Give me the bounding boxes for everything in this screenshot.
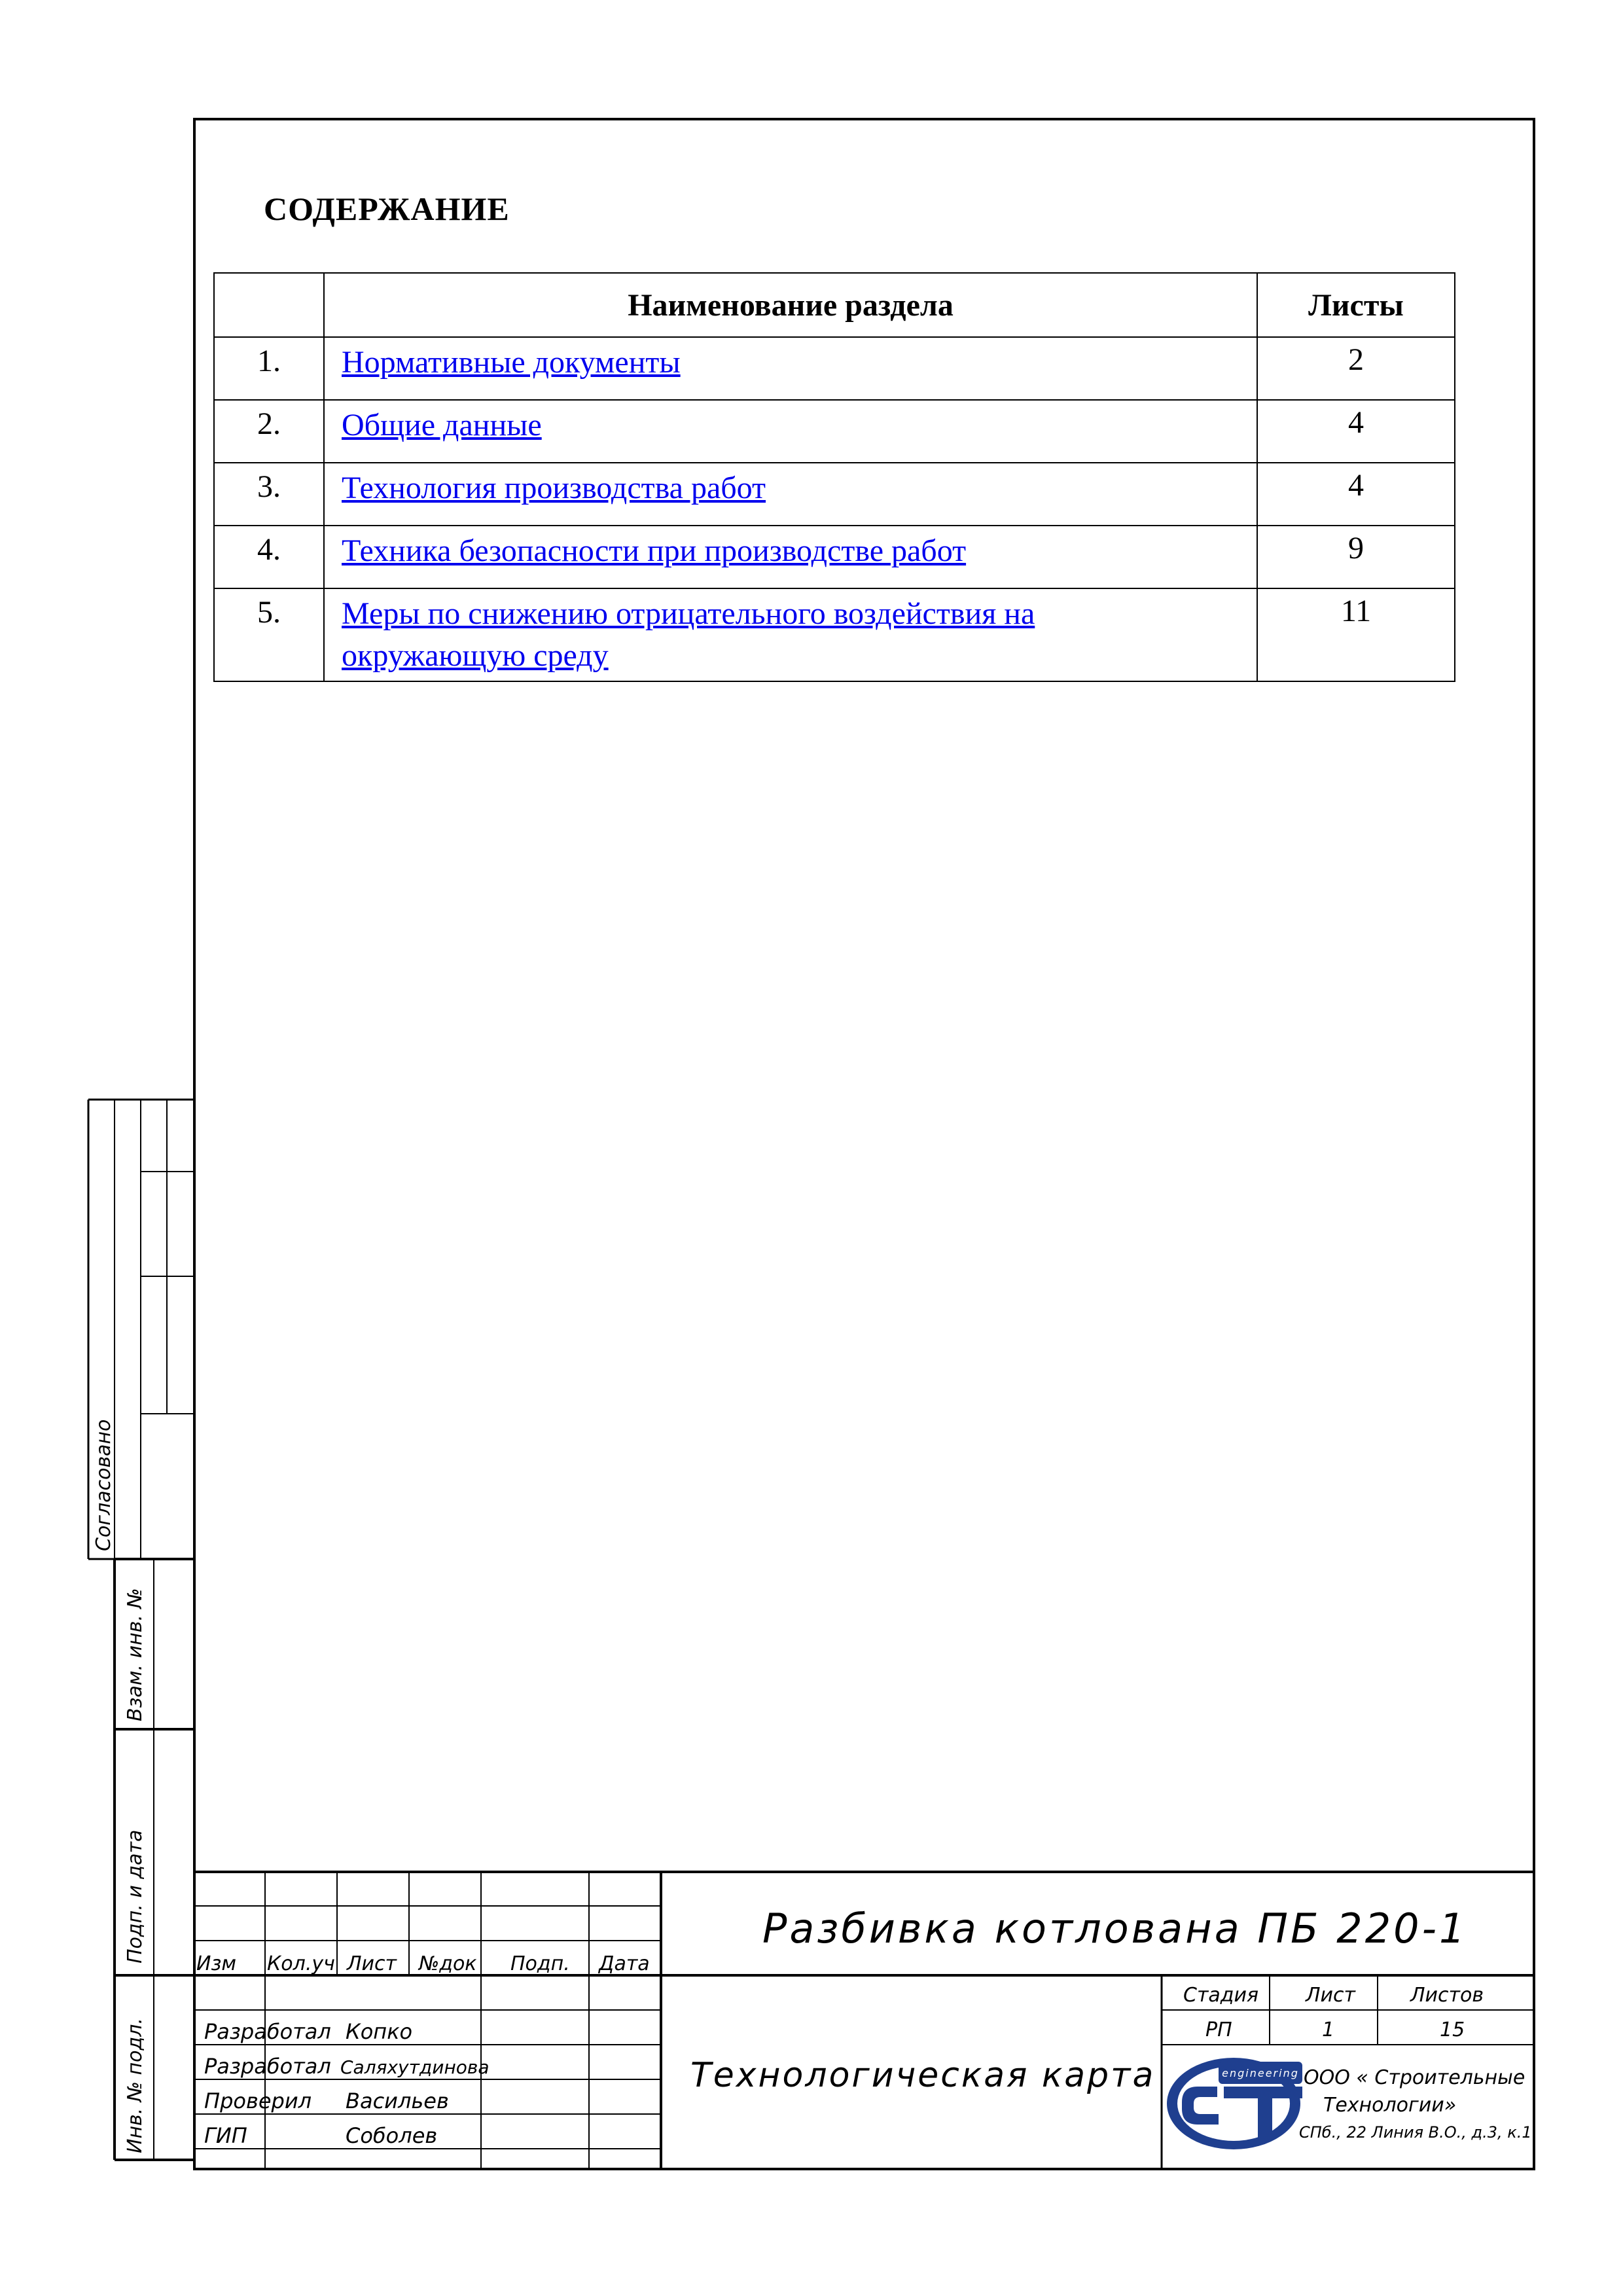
row-sheets: 2: [1257, 337, 1455, 400]
role-chief-engineer: ГИП: [204, 2123, 247, 2148]
company-line-1: ООО « Строительные: [1304, 2066, 1525, 2089]
toc-header-name: Наименование раздела: [324, 273, 1257, 337]
row-number: 1.: [214, 337, 324, 400]
toc-link-safety[interactable]: Техника безопасности при производстве работ: [342, 533, 967, 568]
name-developer-1: Копко: [346, 2019, 413, 2044]
logo-text: engineering: [1222, 2067, 1299, 2079]
role-developer-1: Разработал: [204, 2019, 331, 2044]
inv-orig-label: Инв. № подл.: [124, 2018, 147, 2153]
hdr-list: Лист: [347, 1952, 397, 1975]
stage-value: РП: [1205, 2018, 1232, 2041]
sign-date-label: Подп. и дата: [124, 1829, 147, 1964]
hdr-izm: Изм: [196, 1952, 237, 1975]
document-title: Технологическая карта: [690, 2056, 1156, 2095]
role-checker: Проверил: [204, 2089, 312, 2113]
toc-header-sheets: Листы: [1257, 273, 1455, 337]
toc-link-environment[interactable]: Меры по снижению отрицательного воздействия на окружающую среду: [342, 596, 1035, 673]
toc-heading: СОДЕРЖАНИЕ: [264, 190, 510, 227]
toc-link-normative-docs[interactable]: Нормативные документы: [342, 345, 681, 380]
hdr-podp: Подп.: [510, 1952, 570, 1975]
role-developer-2: Разработал: [204, 2054, 331, 2079]
replace-inv-label: Взам. инв. №: [124, 1588, 147, 1721]
row-number: 3.: [214, 463, 324, 526]
name-developer-2: Саляхутдинова: [340, 2056, 490, 2078]
sheets-total-value: 15: [1440, 2018, 1465, 2041]
row-sheets: 4: [1257, 400, 1455, 463]
toc-link-general-data[interactable]: Общие данные: [342, 408, 542, 442]
company-address: СПб., 22 Линия В.О., д.3, к.1: [1299, 2123, 1532, 2142]
row-sheets: 4: [1257, 463, 1455, 526]
row-sheets: 11: [1257, 588, 1455, 681]
name-chief-engineer: Соболев: [346, 2123, 438, 2148]
project-title: Разбивка котлована ПБ 220-1: [762, 1905, 1468, 1952]
sheet-label: Лист: [1306, 1984, 1356, 2007]
toc-link-technology[interactable]: Технология производства работ: [342, 471, 766, 505]
name-checker: Васильев: [346, 2089, 449, 2113]
agreed-label: Согласовано: [92, 1419, 115, 1551]
hdr-kol: Кол.уч: [267, 1952, 335, 1975]
row-number: 4.: [214, 526, 324, 588]
company-line-2: Технологии»: [1323, 2094, 1457, 2117]
company-logo: [1167, 2058, 1302, 2149]
row-number: 5.: [214, 588, 324, 681]
sheet-value: 1: [1322, 2018, 1335, 2041]
row-number: 2.: [214, 400, 324, 463]
stage-label: Стадия: [1183, 1984, 1259, 2007]
hdr-ndok: №док: [419, 1952, 477, 1975]
hdr-data: Дата: [599, 1952, 650, 1975]
sheets-label: Листов: [1410, 1984, 1484, 2007]
row-sheets: 9: [1257, 526, 1455, 588]
